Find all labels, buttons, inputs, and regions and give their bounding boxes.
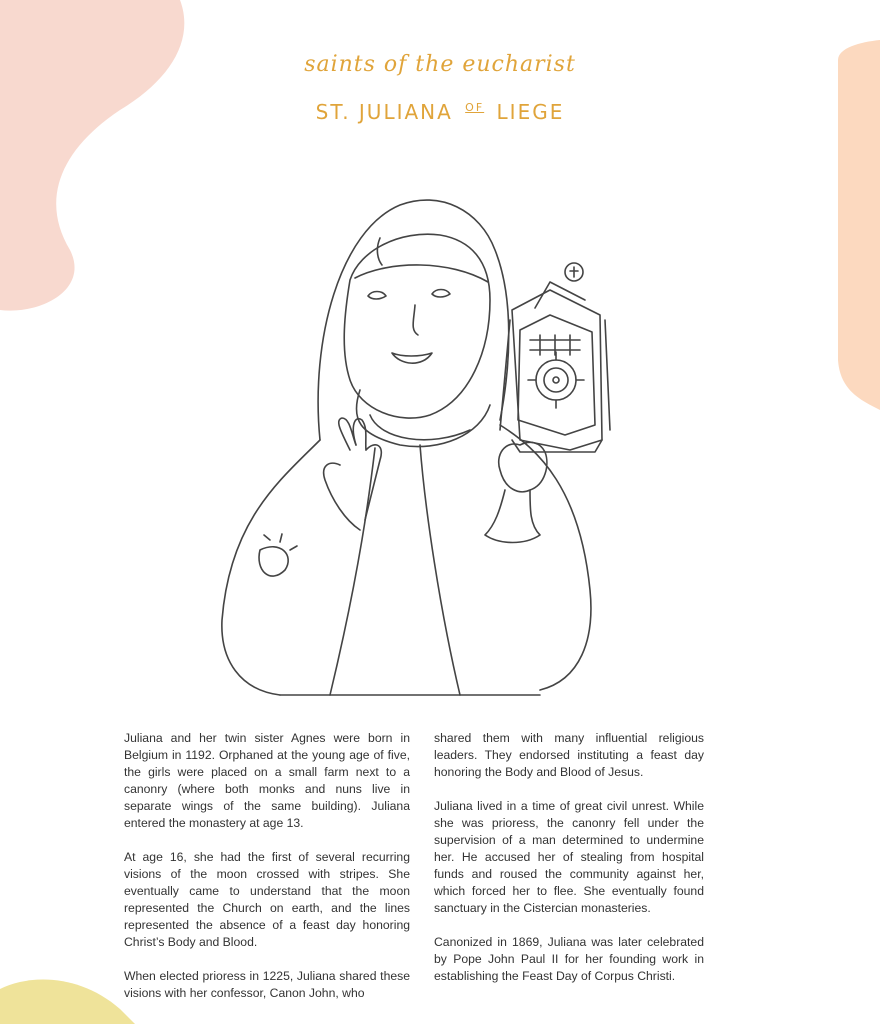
saint-name-last: LIEGE (496, 100, 565, 124)
decorative-blob-peach (830, 40, 880, 410)
paragraph: shared them with many influential religious leaders. They endorsed instituting a feast day honoring the Body and Blood of Jesus. (434, 731, 704, 779)
saint-name-first: ST. JULIANA (315, 100, 453, 124)
decorative-blob-yellow (0, 964, 140, 1024)
paragraph: Canonized in 1869, Juliana was later celebrated by Pope John Paul II for her founding work in establishing the Feast Day of Corpus Christi. (434, 935, 704, 983)
saint-name-of: OF (465, 101, 485, 115)
paragraph: Juliana and her twin sister Agnes were born in Belgium in 1192. Orphaned at the young age of five, the girls were placed on a small farm next to a canonry (where both monks and nuns live in separate wings of the same building). Juliana entered the monastery at age 13. (124, 731, 410, 830)
paragraph: When elected prioress in 1225, Juliana shared these visions with her confessor, Canon John, who (124, 969, 410, 1000)
series-title: saints of the eucharist (304, 52, 576, 77)
paragraph: At age 16, she had the first of several recurring visions of the moon crossed with stripes. She eventually came to understand that the moon represented the Church on earth, and the lines represented the absence of a feast day honoring Christ’s Body and Blood. (124, 850, 410, 949)
body-text-right-column (434, 730, 704, 1002)
body-text-left-column (124, 730, 410, 1019)
paragraph: Juliana lived in a time of great civil unrest. While she was prioress, the canonry fell under the supervision of a man determined to undermine her. He accused her of stealing from hospital funds and roused the community against her, which forced her to flee. She eventually found sanctuary in the Cistercian monasteries. (434, 799, 704, 915)
saint-illustration (200, 190, 680, 700)
saint-title (200, 100, 680, 124)
decorative-blob-pink (0, 0, 200, 320)
